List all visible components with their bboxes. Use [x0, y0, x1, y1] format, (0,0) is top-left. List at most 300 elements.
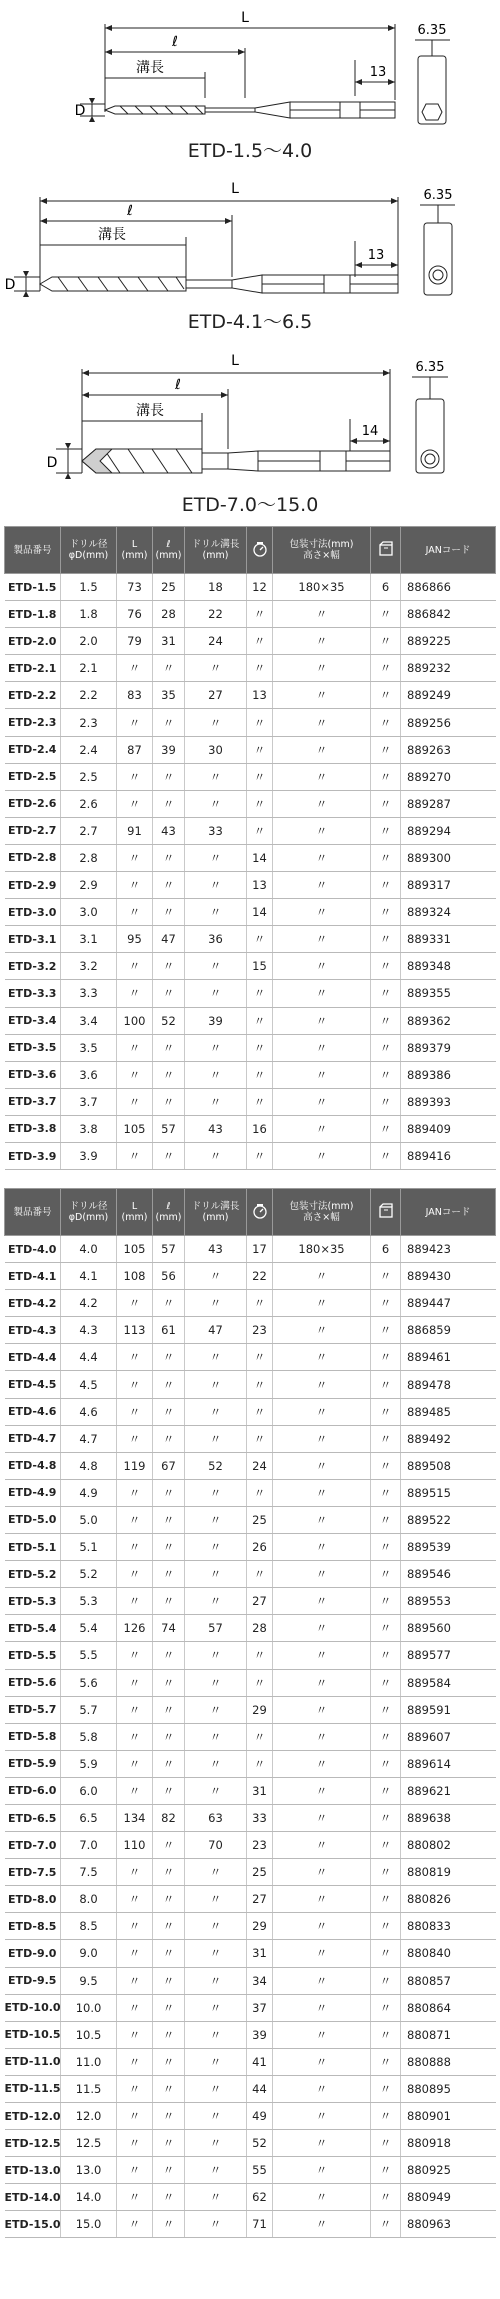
header-diameter: ドリル径 φD(mm) [61, 527, 117, 574]
header-product-no: 製品番号 [5, 1189, 61, 1236]
jan-code-cell: 889522 [401, 1506, 496, 1533]
diameter-cell: 10.5 [61, 2021, 117, 2048]
weight-cell: 〃 [247, 709, 273, 736]
jan-code-cell: 880871 [401, 2021, 496, 2048]
length-cell: 〃 [117, 1994, 153, 2021]
package-size-cell: 〃 [273, 817, 371, 844]
table-row [5, 1940, 496, 1967]
weight-cell: 15 [247, 953, 273, 980]
table-row [5, 1886, 496, 1913]
effective-length-cell: 〃 [153, 2048, 185, 2075]
weight-cell: 39 [247, 2021, 273, 2048]
product-no-cell: ETD-3.6 [5, 1061, 61, 1088]
groove-length-cell: 〃 [185, 1534, 247, 1561]
package-size-cell: 〃 [273, 1534, 371, 1561]
diameter-cell: 5.0 [61, 1506, 117, 1533]
spec-table-2 [4, 1188, 496, 2238]
weight-cell: 27 [247, 1886, 273, 1913]
diameter-cell: 4.9 [61, 1479, 117, 1506]
table-row [5, 1061, 496, 1088]
package-size-cell: 〃 [273, 1479, 371, 1506]
groove-length-cell: 〃 [185, 1479, 247, 1506]
quantity-cell: 〃 [371, 1723, 401, 1750]
groove-length-cell: 〃 [185, 1061, 247, 1088]
weight-cell: 〃 [247, 1290, 273, 1317]
effective-length-cell: 〃 [153, 1061, 185, 1088]
effective-length-cell: 31 [153, 628, 185, 655]
groove-length-cell: 〃 [185, 2130, 247, 2157]
groove-length-cell: 22 [185, 601, 247, 628]
effective-length-cell: 〃 [153, 1088, 185, 1115]
length-cell: 〃 [117, 1669, 153, 1696]
weight-cell: 25 [247, 1506, 273, 1533]
quantity-cell: 〃 [371, 2157, 401, 2184]
package-box-icon [378, 541, 394, 557]
jan-code-cell: 889478 [401, 1371, 496, 1398]
package-size-cell: 〃 [273, 1913, 371, 1940]
jan-code-cell: 889430 [401, 1263, 496, 1290]
dim-L-label: L [231, 353, 239, 369]
quantity-cell: 〃 [371, 2075, 401, 2102]
effective-length-cell: 82 [153, 1804, 185, 1831]
package-size-cell: 〃 [273, 1506, 371, 1533]
groove-length-cell: 〃 [185, 709, 247, 736]
length-cell: 〃 [117, 1061, 153, 1088]
package-size-cell: 〃 [273, 2157, 371, 2184]
groove-length-cell: 63 [185, 1804, 247, 1831]
length-cell: 73 [117, 574, 153, 601]
package-size-cell: 〃 [273, 1750, 371, 1777]
effective-length-cell: 〃 [153, 1832, 185, 1859]
jan-code-cell: 889386 [401, 1061, 496, 1088]
effective-length-cell: 39 [153, 736, 185, 763]
groove-length-cell: 43 [185, 1236, 247, 1263]
effective-length-cell: 〃 [153, 1886, 185, 1913]
package-size-cell: 〃 [273, 682, 371, 709]
weight-cell: 〃 [247, 1669, 273, 1696]
diameter-cell: 2.3 [61, 709, 117, 736]
diameter-cell: 8.0 [61, 1886, 117, 1913]
table-row [5, 2157, 496, 2184]
weight-cell: 〃 [247, 1561, 273, 1588]
weight-cell: 29 [247, 1696, 273, 1723]
table-row [5, 790, 496, 817]
diameter-cell: 9.0 [61, 1940, 117, 1967]
jan-code-cell: 889331 [401, 926, 496, 953]
groove-length-cell: 30 [185, 736, 247, 763]
table-row [5, 1371, 496, 1398]
product-no-cell: ETD-3.4 [5, 1007, 61, 1034]
package-size-cell: 〃 [273, 899, 371, 926]
groove-length-cell: 〃 [185, 844, 247, 871]
product-no-cell: ETD-3.7 [5, 1088, 61, 1115]
groove-length-cell: 〃 [185, 953, 247, 980]
diameter-cell: 15.0 [61, 2211, 117, 2238]
effective-length-cell: 〃 [153, 1398, 185, 1425]
quantity-cell: 〃 [371, 1452, 401, 1479]
package-size-cell: 〃 [273, 1886, 371, 1913]
table-row [5, 1750, 496, 1777]
length-cell: 〃 [117, 1561, 153, 1588]
dim-groove-label: 溝長 [136, 403, 164, 419]
quantity-cell: 〃 [371, 2048, 401, 2075]
package-size-cell: 〃 [273, 1561, 371, 1588]
header-groove-length: ドリル溝長 (mm) [185, 1189, 247, 1236]
length-cell: 〃 [117, 953, 153, 980]
jan-code-cell: 889461 [401, 1344, 496, 1371]
groove-length-cell: 〃 [185, 1886, 247, 1913]
groove-length-cell: 〃 [185, 1696, 247, 1723]
dim-groove-label: 溝長 [136, 60, 164, 76]
weight-cell: 〃 [247, 655, 273, 682]
quantity-cell: 〃 [371, 1940, 401, 1967]
product-no-cell: ETD-4.0 [5, 1236, 61, 1263]
groove-length-cell: 〃 [185, 2075, 247, 2102]
groove-length-cell: 〃 [185, 1561, 247, 1588]
table-row [5, 1142, 496, 1169]
jan-code-cell: 880963 [401, 2211, 496, 2238]
dim-shank-label: 14 [361, 424, 379, 439]
jan-code-cell: 889270 [401, 763, 496, 790]
product-no-cell: ETD-3.8 [5, 1115, 61, 1142]
effective-length-cell: 25 [153, 574, 185, 601]
quantity-cell: 〃 [371, 1886, 401, 1913]
diameter-cell: 4.2 [61, 1290, 117, 1317]
effective-length-cell: 〃 [153, 1479, 185, 1506]
table-header-row [5, 1189, 496, 1236]
header-weight [247, 527, 273, 574]
header-length: L (mm) [117, 1189, 153, 1236]
weight-cell: 26 [247, 1534, 273, 1561]
product-no-cell: ETD-3.9 [5, 1142, 61, 1169]
product-no-cell: ETD-7.0 [5, 1832, 61, 1859]
table-row [5, 1034, 496, 1061]
package-size-cell: 〃 [273, 1723, 371, 1750]
jan-code-cell: 889300 [401, 844, 496, 871]
length-cell: 〃 [117, 1371, 153, 1398]
table-row [5, 601, 496, 628]
table-row [5, 1723, 496, 1750]
package-size-cell: 〃 [273, 2184, 371, 2211]
quantity-cell: 〃 [371, 1777, 401, 1804]
effective-length-cell: 〃 [153, 2075, 185, 2102]
length-cell: 87 [117, 736, 153, 763]
weight-cell: 13 [247, 682, 273, 709]
product-no-cell: ETD-3.5 [5, 1034, 61, 1061]
quantity-cell: 〃 [371, 1804, 401, 1831]
package-size-cell: 〃 [273, 1994, 371, 2021]
table-row [5, 763, 496, 790]
quantity-cell: 〃 [371, 2021, 401, 2048]
weight-cell: 14 [247, 899, 273, 926]
product-no-cell: ETD-1.8 [5, 601, 61, 628]
groove-length-cell: 39 [185, 1007, 247, 1034]
quantity-cell: 〃 [371, 1913, 401, 1940]
dim-D-label: D [74, 103, 86, 119]
effective-length-cell: 〃 [153, 2157, 185, 2184]
weight-cell: 29 [247, 1913, 273, 1940]
product-no-cell: ETD-4.2 [5, 1290, 61, 1317]
groove-length-cell: 27 [185, 682, 247, 709]
diameter-cell: 5.8 [61, 1723, 117, 1750]
weight-cell: 〃 [247, 1034, 273, 1061]
quantity-cell: 〃 [371, 980, 401, 1007]
groove-length-cell: 〃 [185, 2211, 247, 2238]
groove-length-cell: 〃 [185, 1371, 247, 1398]
weight-cell: 24 [247, 1452, 273, 1479]
length-cell: 〃 [117, 709, 153, 736]
table-row [5, 736, 496, 763]
diameter-cell: 6.5 [61, 1804, 117, 1831]
product-no-cell: ETD-10.0 [5, 1994, 61, 2021]
table-row [5, 2184, 496, 2211]
table-row [5, 1317, 496, 1344]
package-size-cell: 〃 [273, 1142, 371, 1169]
groove-length-cell: 〃 [185, 1398, 247, 1425]
diameter-cell: 5.5 [61, 1642, 117, 1669]
groove-length-cell: 〃 [185, 1034, 247, 1061]
table-row [5, 844, 496, 871]
effective-length-cell: 〃 [153, 2103, 185, 2130]
groove-length-cell: 〃 [185, 1263, 247, 1290]
jan-code-cell: 889553 [401, 1588, 496, 1615]
quantity-cell: 〃 [371, 1425, 401, 1452]
weight-cell: 55 [247, 2157, 273, 2184]
package-size-cell: 〃 [273, 980, 371, 1007]
table-row [5, 1088, 496, 1115]
effective-length-cell: 〃 [153, 763, 185, 790]
diameter-cell: 4.1 [61, 1263, 117, 1290]
effective-length-cell: 〃 [153, 980, 185, 1007]
effective-length-cell: 〃 [153, 1750, 185, 1777]
product-no-cell: ETD-5.6 [5, 1669, 61, 1696]
product-no-cell: ETD-5.5 [5, 1642, 61, 1669]
effective-length-cell: 〃 [153, 1994, 185, 2021]
groove-length-cell: 〃 [185, 1290, 247, 1317]
package-size-cell: 〃 [273, 1696, 371, 1723]
drill-diagram-small-svg [0, 0, 500, 140]
length-cell: 〃 [117, 1425, 153, 1452]
length-cell: 〃 [117, 1088, 153, 1115]
table-row [5, 2021, 496, 2048]
length-cell: 〃 [117, 1940, 153, 1967]
table-header-row [5, 527, 496, 574]
table-row [5, 1506, 496, 1533]
quantity-cell: 〃 [371, 1506, 401, 1533]
diameter-cell: 12.0 [61, 2103, 117, 2130]
header-groove-length: ドリル溝長 (mm) [185, 527, 247, 574]
drill-diagram-large-svg [0, 337, 500, 492]
weight-cell: 〃 [247, 1142, 273, 1169]
effective-length-cell: 47 [153, 926, 185, 953]
length-cell: 91 [117, 817, 153, 844]
package-size-cell: 〃 [273, 872, 371, 899]
diameter-cell: 3.8 [61, 1115, 117, 1142]
length-cell: 108 [117, 1263, 153, 1290]
weight-cell: 〃 [247, 790, 273, 817]
jan-code-cell: 889348 [401, 953, 496, 980]
table-row [5, 1642, 496, 1669]
dim-D-label: D [4, 277, 16, 293]
package-size-cell: 〃 [273, 601, 371, 628]
length-cell: 〃 [117, 655, 153, 682]
product-no-cell: ETD-5.3 [5, 1588, 61, 1615]
product-no-cell: ETD-3.3 [5, 980, 61, 1007]
quantity-cell: 〃 [371, 2103, 401, 2130]
package-size-cell: 〃 [273, 1859, 371, 1886]
effective-length-cell: 〃 [153, 1940, 185, 1967]
weight-cell: 27 [247, 1588, 273, 1615]
weight-cell: 〃 [247, 1398, 273, 1425]
quantity-cell: 〃 [371, 1088, 401, 1115]
weight-cell: 〃 [247, 1723, 273, 1750]
header-package-size: 包装寸法(mm) 高さ×幅 [273, 1189, 371, 1236]
effective-length-cell: 43 [153, 817, 185, 844]
table-row [5, 1588, 496, 1615]
table-row [5, 980, 496, 1007]
product-no-cell: ETD-2.9 [5, 872, 61, 899]
groove-length-cell: 〃 [185, 1088, 247, 1115]
length-cell: 〃 [117, 1344, 153, 1371]
effective-length-cell: 〃 [153, 655, 185, 682]
diameter-cell: 5.9 [61, 1750, 117, 1777]
table-row [5, 2075, 496, 2102]
package-size-cell: 〃 [273, 2103, 371, 2130]
package-size-cell: 〃 [273, 1034, 371, 1061]
effective-length-cell: 〃 [153, 844, 185, 871]
quantity-cell: 〃 [371, 1588, 401, 1615]
package-size-cell: 〃 [273, 1425, 371, 1452]
diameter-cell: 5.1 [61, 1534, 117, 1561]
table-row [5, 709, 496, 736]
jan-code-cell: 889584 [401, 1669, 496, 1696]
diagram-etd-small [0, 0, 500, 165]
table-row [5, 1290, 496, 1317]
effective-length-cell: 〃 [153, 1967, 185, 1994]
table-row [5, 953, 496, 980]
groove-length-cell: 〃 [185, 2184, 247, 2211]
dim-shank-label: 13 [369, 65, 387, 80]
jan-code-cell: 886859 [401, 1317, 496, 1344]
quantity-cell: 〃 [371, 1034, 401, 1061]
groove-length-cell: 18 [185, 574, 247, 601]
diameter-cell: 13.0 [61, 2157, 117, 2184]
diameter-cell: 2.9 [61, 872, 117, 899]
table-row [5, 2048, 496, 2075]
length-cell: 105 [117, 1115, 153, 1142]
product-no-cell: ETD-13.0 [5, 2157, 61, 2184]
weight-cell: 49 [247, 2103, 273, 2130]
product-no-cell: ETD-12.5 [5, 2130, 61, 2157]
jan-code-cell: 889423 [401, 1236, 496, 1263]
package-size-cell: 〃 [273, 1371, 371, 1398]
header-effective-length: ℓ (mm) [153, 527, 185, 574]
package-size-cell: 〃 [273, 844, 371, 871]
diameter-cell: 12.5 [61, 2130, 117, 2157]
diameter-cell: 4.4 [61, 1344, 117, 1371]
jan-code-cell: 889485 [401, 1398, 496, 1425]
effective-length-cell: 56 [153, 1263, 185, 1290]
groove-length-cell: 〃 [185, 980, 247, 1007]
groove-length-cell: 〃 [185, 1967, 247, 1994]
jan-code-cell: 880925 [401, 2157, 496, 2184]
effective-length-cell: 67 [153, 1452, 185, 1479]
length-cell: 〃 [117, 2157, 153, 2184]
quantity-cell: 〃 [371, 1142, 401, 1169]
quantity-cell: 〃 [371, 844, 401, 871]
groove-length-cell: 〃 [185, 1642, 247, 1669]
header-quantity [371, 1189, 401, 1236]
product-no-cell: ETD-3.2 [5, 953, 61, 980]
jan-code-cell: 889416 [401, 1142, 496, 1169]
diameter-cell: 5.4 [61, 1615, 117, 1642]
weight-cell: 〃 [247, 1479, 273, 1506]
diagram-caption: ETD-4.1～6.5 [187, 311, 313, 333]
length-cell: 〃 [117, 1479, 153, 1506]
length-cell: 〃 [117, 1967, 153, 1994]
product-no-cell: ETD-3.0 [5, 899, 61, 926]
product-no-cell: ETD-9.5 [5, 1967, 61, 1994]
product-no-cell: ETD-2.3 [5, 709, 61, 736]
weight-cell: 31 [247, 1940, 273, 1967]
diameter-cell: 3.2 [61, 953, 117, 980]
weight-cell: 22 [247, 1263, 273, 1290]
jan-code-cell: 880901 [401, 2103, 496, 2130]
effective-length-cell: 〃 [153, 1344, 185, 1371]
effective-length-cell: 〃 [153, 2184, 185, 2211]
header-jan: JANコード [401, 1189, 496, 1236]
groove-length-cell: 〃 [185, 2157, 247, 2184]
diameter-cell: 5.6 [61, 1669, 117, 1696]
groove-length-cell: 〃 [185, 1723, 247, 1750]
length-cell: 〃 [117, 1506, 153, 1533]
weight-cell: 23 [247, 1317, 273, 1344]
package-size-cell: 〃 [273, 1615, 371, 1642]
product-no-cell: ETD-5.2 [5, 1561, 61, 1588]
diameter-cell: 2.7 [61, 817, 117, 844]
length-cell: 〃 [117, 1696, 153, 1723]
quantity-cell: 〃 [371, 1669, 401, 1696]
weight-cell: 13 [247, 872, 273, 899]
jan-code-cell: 889607 [401, 1723, 496, 1750]
jan-code-cell: 886866 [401, 574, 496, 601]
jan-code-cell: 880918 [401, 2130, 496, 2157]
header-length: L (mm) [117, 527, 153, 574]
quantity-cell: 〃 [371, 1642, 401, 1669]
jan-code-cell: 889621 [401, 1777, 496, 1804]
product-no-cell: ETD-2.7 [5, 817, 61, 844]
product-no-cell: ETD-5.9 [5, 1750, 61, 1777]
diameter-cell: 10.0 [61, 1994, 117, 2021]
diameter-cell: 5.3 [61, 1588, 117, 1615]
effective-length-cell: 〃 [153, 1034, 185, 1061]
weight-cell: 〃 [247, 1088, 273, 1115]
groove-length-cell: 47 [185, 1317, 247, 1344]
length-cell: 134 [117, 1804, 153, 1831]
dim-hex-label: 6.35 [415, 360, 445, 375]
package-size-cell: 〃 [273, 2075, 371, 2102]
effective-length-cell: 〃 [153, 1859, 185, 1886]
product-no-cell: ETD-5.4 [5, 1615, 61, 1642]
diameter-cell: 3.1 [61, 926, 117, 953]
jan-code-cell: 889294 [401, 817, 496, 844]
diameter-cell: 11.0 [61, 2048, 117, 2075]
effective-length-cell: 52 [153, 1007, 185, 1034]
product-no-cell: ETD-4.8 [5, 1452, 61, 1479]
product-no-cell: ETD-1.5 [5, 574, 61, 601]
weight-cell: 44 [247, 2075, 273, 2102]
effective-length-cell: 74 [153, 1615, 185, 1642]
